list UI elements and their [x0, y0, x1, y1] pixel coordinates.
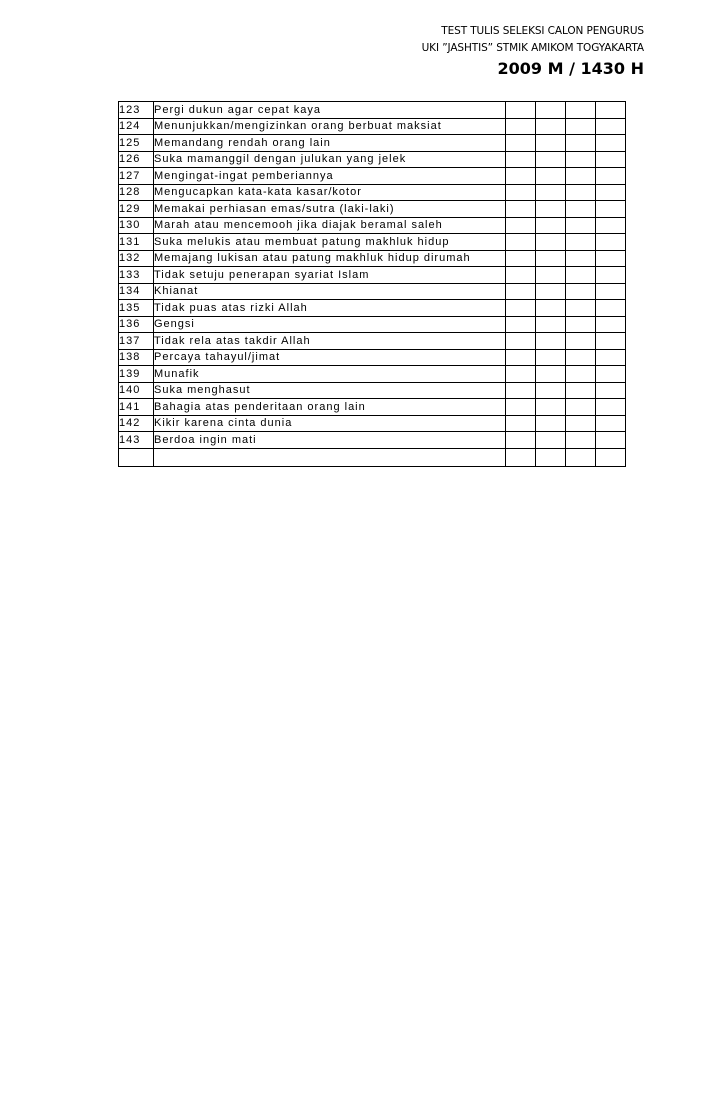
answer-checkbox-cell[interactable] — [536, 366, 566, 383]
table-row — [119, 366, 626, 383]
item-number: 127 — [119, 168, 154, 185]
answer-checkbox-cell[interactable] — [596, 135, 626, 152]
answer-checkbox-cell[interactable] — [596, 267, 626, 284]
table-row — [119, 151, 626, 168]
answer-checkbox-cell[interactable] — [506, 234, 536, 251]
answer-checkbox-cell[interactable] — [506, 382, 536, 399]
table-row — [119, 283, 626, 300]
answer-checkbox-cell[interactable] — [506, 366, 536, 383]
answer-checkbox-cell[interactable] — [506, 267, 536, 284]
item-number: 123 — [119, 102, 154, 119]
answer-checkbox-cell[interactable] — [566, 415, 596, 432]
answer-checkbox-cell[interactable] — [506, 250, 536, 267]
answer-checkbox-cell[interactable] — [566, 448, 596, 466]
answer-checkbox-cell[interactable] — [566, 250, 596, 267]
answer-checkbox-cell[interactable] — [566, 151, 596, 168]
answer-checkbox-cell[interactable] — [506, 135, 536, 152]
item-number: 129 — [119, 201, 154, 218]
answer-checkbox-cell[interactable] — [506, 184, 536, 201]
answer-checkbox-cell[interactable] — [596, 151, 626, 168]
item-number: 139 — [119, 366, 154, 383]
table-row — [119, 382, 626, 399]
item-number: 126 — [119, 151, 154, 168]
answer-checkbox-cell[interactable] — [596, 217, 626, 234]
answer-checkbox-cell[interactable] — [596, 300, 626, 317]
answer-checkbox-cell[interactable] — [596, 118, 626, 135]
answer-checkbox-cell[interactable] — [506, 283, 536, 300]
answer-checkbox-cell[interactable] — [596, 201, 626, 218]
answer-checkbox-cell[interactable] — [596, 415, 626, 432]
answer-checkbox-cell[interactable] — [536, 349, 566, 366]
answer-checkbox-cell[interactable] — [536, 333, 566, 350]
answer-checkbox-cell[interactable] — [536, 250, 566, 267]
answer-checkbox-cell[interactable] — [566, 102, 596, 119]
table-row — [119, 300, 626, 317]
answer-checkbox-cell[interactable] — [536, 448, 566, 466]
answer-checkbox-cell[interactable] — [566, 349, 596, 366]
item-number: 124 — [119, 118, 154, 135]
answer-checkbox-cell[interactable] — [536, 432, 566, 449]
item-statement: Berdoa ingin mati — [154, 432, 506, 449]
answer-checkbox-cell[interactable] — [536, 168, 566, 185]
item-statement: Suka menghasut — [154, 382, 506, 399]
item-number: 141 — [119, 399, 154, 416]
answer-checkbox-cell[interactable] — [506, 349, 536, 366]
answer-checkbox-cell[interactable] — [596, 333, 626, 350]
item-statement: Memajang lukisan atau patung makhluk hidup dirumah — [154, 250, 506, 267]
table-row — [119, 432, 626, 449]
questionnaire-table — [118, 101, 626, 467]
answer-checkbox-cell[interactable] — [596, 349, 626, 366]
item-number: 137 — [119, 333, 154, 350]
item-statement: Menunjukkan/mengizinkan orang berbuat maksiat — [154, 118, 506, 135]
answer-checkbox-cell[interactable] — [536, 267, 566, 284]
item-statement: Marah atau mencemooh jika diajak beramal saleh — [154, 217, 506, 234]
answer-checkbox-cell[interactable] — [566, 118, 596, 135]
answer-checkbox-cell[interactable] — [596, 234, 626, 251]
table-row — [119, 349, 626, 366]
answer-checkbox-cell[interactable] — [566, 184, 596, 201]
answer-checkbox-cell[interactable] — [506, 316, 536, 333]
item-number: 135 — [119, 300, 154, 317]
table-row — [119, 118, 626, 135]
answer-checkbox-cell[interactable] — [506, 168, 536, 185]
answer-checkbox-cell[interactable] — [596, 382, 626, 399]
blank-row — [119, 448, 626, 466]
answer-checkbox-cell[interactable] — [506, 201, 536, 218]
table-row — [119, 217, 626, 234]
answer-checkbox-cell[interactable] — [596, 448, 626, 466]
answer-checkbox-cell[interactable] — [566, 283, 596, 300]
answer-checkbox-cell[interactable] — [506, 300, 536, 317]
answer-checkbox-cell[interactable] — [566, 201, 596, 218]
answer-checkbox-cell[interactable] — [596, 316, 626, 333]
answer-checkbox-cell[interactable] — [506, 151, 536, 168]
item-number: 142 — [119, 415, 154, 432]
table-row — [119, 168, 626, 185]
answer-checkbox-cell[interactable] — [596, 184, 626, 201]
blank-cell — [119, 448, 154, 466]
answer-checkbox-cell[interactable] — [566, 135, 596, 152]
answer-checkbox-cell[interactable] — [536, 118, 566, 135]
answer-checkbox-cell[interactable] — [536, 234, 566, 251]
item-statement: Bahagia atas penderitaan orang lain — [154, 399, 506, 416]
table-row — [119, 267, 626, 284]
answer-checkbox-cell[interactable] — [506, 399, 536, 416]
table-row — [119, 333, 626, 350]
answer-checkbox-cell[interactable] — [566, 316, 596, 333]
item-number: 134 — [119, 283, 154, 300]
table-row — [119, 415, 626, 432]
item-number: 130 — [119, 217, 154, 234]
table-row — [119, 234, 626, 251]
table-row — [119, 201, 626, 218]
answer-checkbox-cell[interactable] — [506, 415, 536, 432]
item-number: 140 — [119, 382, 154, 399]
header-organization: UKI ”JASHTIS” STMIK AMIKOM TOGYAKARTA — [421, 42, 644, 54]
answer-checkbox-cell[interactable] — [596, 250, 626, 267]
answer-checkbox-cell[interactable] — [536, 399, 566, 416]
answer-checkbox-cell[interactable] — [506, 118, 536, 135]
item-statement: Tidak puas atas rizki Allah — [154, 300, 506, 317]
answer-checkbox-cell[interactable] — [566, 333, 596, 350]
item-number: 138 — [119, 349, 154, 366]
table-row — [119, 102, 626, 119]
answer-checkbox-cell[interactable] — [566, 432, 596, 449]
item-statement: Suka mamanggil dengan julukan yang jelek — [154, 151, 506, 168]
answer-checkbox-cell[interactable] — [536, 201, 566, 218]
questionnaire-rows — [119, 102, 626, 467]
answer-checkbox-cell[interactable] — [536, 382, 566, 399]
item-number: 125 — [119, 135, 154, 152]
answer-checkbox-cell[interactable] — [566, 267, 596, 284]
answer-checkbox-cell[interactable] — [536, 184, 566, 201]
answer-checkbox-cell[interactable] — [536, 102, 566, 119]
answer-checkbox-cell[interactable] — [566, 399, 596, 416]
item-number: 128 — [119, 184, 154, 201]
table-row — [119, 399, 626, 416]
item-statement: Gengsi — [154, 316, 506, 333]
answer-checkbox-cell[interactable] — [566, 366, 596, 383]
answer-checkbox-cell[interactable] — [566, 300, 596, 317]
item-number: 136 — [119, 316, 154, 333]
answer-checkbox-cell[interactable] — [506, 217, 536, 234]
item-statement: Khianat — [154, 283, 506, 300]
answer-checkbox-cell[interactable] — [566, 217, 596, 234]
answer-checkbox-cell[interactable] — [506, 102, 536, 119]
answer-checkbox-cell[interactable] — [596, 366, 626, 383]
table-row — [119, 184, 626, 201]
item-statement: Percaya tahayul/jimat — [154, 349, 506, 366]
item-statement: Mengingat-ingat pemberiannya — [154, 168, 506, 185]
answer-checkbox-cell[interactable] — [596, 102, 626, 119]
answer-checkbox-cell[interactable] — [536, 283, 566, 300]
answer-checkbox-cell[interactable] — [596, 399, 626, 416]
item-statement: Memakai perhiasan emas/sutra (laki-laki) — [154, 201, 506, 218]
document-header — [422, 23, 644, 80]
item-statement: Tidak setuju penerapan syariat Islam — [154, 267, 506, 284]
answer-checkbox-cell[interactable] — [596, 432, 626, 449]
item-number: 132 — [119, 250, 154, 267]
answer-checkbox-cell[interactable] — [536, 135, 566, 152]
answer-checkbox-cell[interactable] — [536, 151, 566, 168]
item-statement: Mengucapkan kata-kata kasar/kotor — [154, 184, 506, 201]
table-row — [119, 250, 626, 267]
answer-checkbox-cell[interactable] — [506, 432, 536, 449]
item-statement: Tidak rela atas takdir Allah — [154, 333, 506, 350]
item-number: 143 — [119, 432, 154, 449]
item-statement: Pergi dukun agar cepat kaya — [154, 102, 506, 119]
item-statement: Kikir karena cinta dunia — [154, 415, 506, 432]
answer-checkbox-cell[interactable] — [506, 448, 536, 466]
item-number: 133 — [119, 267, 154, 284]
item-statement: Memandang rendah orang lain — [154, 135, 506, 152]
answer-checkbox-cell[interactable] — [596, 283, 626, 300]
item-statement: Munafik — [154, 366, 506, 383]
answer-checkbox-cell[interactable] — [566, 382, 596, 399]
item-statement: Suka melukis atau membuat patung makhluk hidup — [154, 234, 506, 251]
item-number: 131 — [119, 234, 154, 251]
header-title: TEST TULIS SELEKSI CALON PENGURUS — [441, 25, 644, 37]
answer-checkbox-cell[interactable] — [566, 168, 596, 185]
answer-checkbox-cell[interactable] — [536, 217, 566, 234]
answer-checkbox-cell[interactable] — [536, 415, 566, 432]
answer-checkbox-cell[interactable] — [536, 300, 566, 317]
header-year: 2009 M / 1430 H — [497, 59, 644, 78]
blank-cell — [154, 448, 506, 466]
answer-checkbox-cell[interactable] — [506, 333, 536, 350]
answer-checkbox-cell[interactable] — [566, 234, 596, 251]
table-row — [119, 135, 626, 152]
answer-checkbox-cell[interactable] — [536, 316, 566, 333]
table-row — [119, 316, 626, 333]
answer-checkbox-cell[interactable] — [596, 168, 626, 185]
